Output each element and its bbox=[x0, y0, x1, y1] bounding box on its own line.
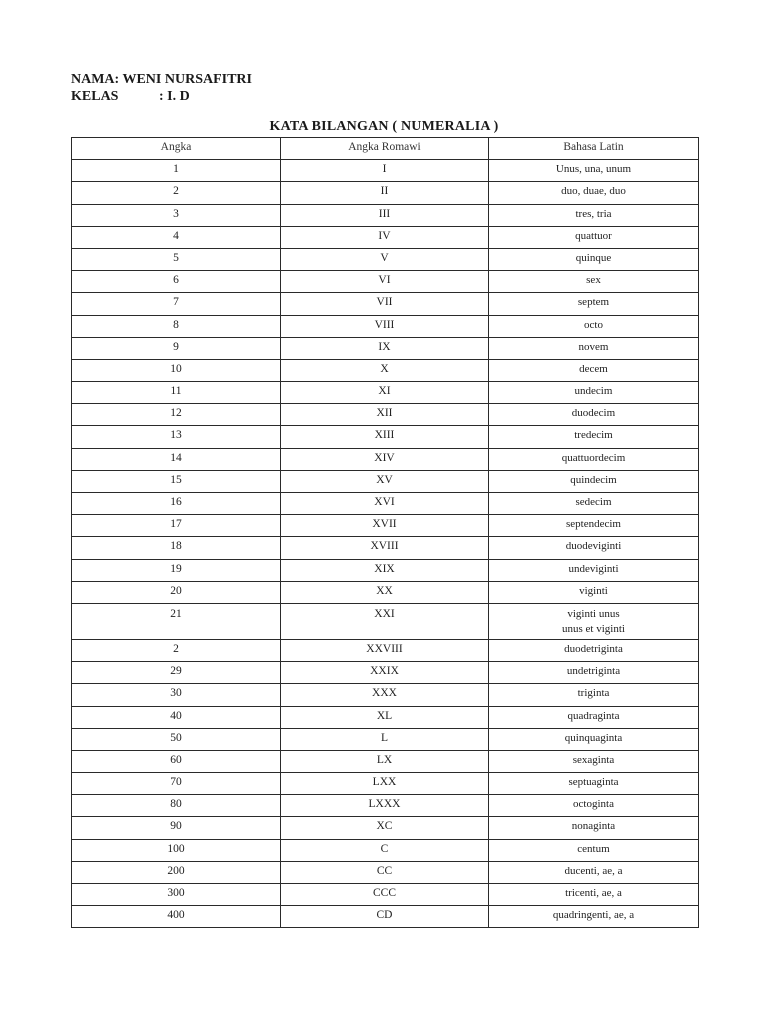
cell-romawi bbox=[281, 337, 489, 359]
cell-latin bbox=[489, 337, 699, 359]
cell-romawi-text: IX bbox=[378, 340, 391, 353]
cell-romawi-text: C bbox=[380, 842, 389, 855]
cell-romawi bbox=[281, 795, 489, 817]
cell-romawi-text: XXX bbox=[372, 687, 397, 700]
cell-latin bbox=[489, 750, 699, 772]
cell-angka bbox=[72, 359, 281, 381]
cell-angka-text: 10 bbox=[170, 362, 182, 375]
cell-romawi-text: III bbox=[378, 207, 391, 220]
cell-romawi bbox=[281, 293, 489, 315]
cell-angka-text: 200 bbox=[167, 864, 185, 877]
cell-latin-text: viginti unus bbox=[567, 607, 620, 620]
cell-latin-text: tricenti, ae, a bbox=[565, 887, 622, 899]
cell-romawi bbox=[281, 839, 489, 861]
cell-romawi bbox=[281, 182, 489, 204]
cell-romawi bbox=[281, 271, 489, 293]
cell-latin-text: tres, tria bbox=[575, 207, 612, 220]
cell-angka bbox=[72, 537, 281, 559]
cell-latin-text: quadringenti, ae, a bbox=[552, 909, 635, 922]
cell-latin bbox=[489, 293, 699, 315]
table-row bbox=[72, 470, 699, 492]
cell-latin-text: octo bbox=[584, 318, 603, 331]
cell-angka bbox=[72, 204, 281, 226]
table-row bbox=[72, 315, 699, 337]
table-row bbox=[72, 537, 699, 559]
cell-latin-text: quattuor bbox=[575, 229, 612, 242]
cell-romawi-text: CC bbox=[376, 864, 393, 877]
cell-romawi-text: XX bbox=[376, 584, 393, 597]
cell-angka bbox=[72, 293, 281, 315]
cell-romawi-text: V bbox=[380, 251, 389, 264]
cell-latin bbox=[489, 404, 699, 426]
cell-latin-text: tredecim bbox=[574, 429, 613, 442]
cell-angka-text: 2 bbox=[173, 185, 179, 198]
cell-romawi-text: XI bbox=[378, 385, 391, 398]
cell-romawi bbox=[281, 639, 489, 661]
cell-latin-text: decem bbox=[579, 362, 608, 375]
cell-romawi bbox=[281, 426, 489, 448]
cell-angka bbox=[72, 382, 281, 404]
cell-romawi-text: XVI bbox=[374, 496, 395, 508]
cell-latin-text: undecim bbox=[574, 385, 613, 398]
cell-latin-text: ducenti, ae, a bbox=[564, 864, 623, 877]
cell-latin-text: duodeviginti bbox=[565, 540, 622, 553]
table-row bbox=[72, 271, 699, 293]
cell-latin-text: Unus, una, unum bbox=[555, 163, 632, 176]
cell-latin bbox=[489, 182, 699, 204]
table-row bbox=[72, 248, 699, 270]
column-header-latin: Bahasa Latin bbox=[489, 138, 699, 160]
cell-romawi-text: VIII bbox=[374, 318, 395, 331]
cell-romawi bbox=[281, 728, 489, 750]
document-title-text: KATA BILANGAN ( NUMERALIA ) bbox=[269, 119, 499, 134]
cell-latin bbox=[489, 426, 699, 448]
table-body bbox=[72, 160, 699, 928]
cell-romawi-text: XL bbox=[376, 709, 393, 722]
cell-angka bbox=[72, 315, 281, 337]
cell-angka bbox=[72, 728, 281, 750]
cell-latin bbox=[489, 315, 699, 337]
cell-romawi bbox=[281, 448, 489, 470]
cell-romawi bbox=[281, 706, 489, 728]
cell-angka bbox=[72, 337, 281, 359]
cell-angka-text: 19 bbox=[170, 562, 182, 575]
cell-angka bbox=[72, 884, 281, 906]
cell-angka-text: 40 bbox=[170, 709, 182, 722]
cell-latin-text: sedecim bbox=[575, 496, 612, 508]
cell-angka-text: 29 bbox=[170, 665, 182, 678]
cell-latin-text: sex bbox=[586, 274, 601, 287]
cell-angka-text: 5 bbox=[173, 251, 179, 264]
cell-romawi bbox=[281, 581, 489, 603]
table-row bbox=[72, 515, 699, 537]
cell-angka bbox=[72, 271, 281, 293]
table-row bbox=[72, 426, 699, 448]
cell-latin bbox=[489, 382, 699, 404]
cell-romawi-text: XXI bbox=[374, 607, 395, 620]
cell-latin-text: nonaginta bbox=[571, 820, 616, 833]
cell-angka-text: 13 bbox=[170, 429, 182, 442]
cell-angka-text: 17 bbox=[170, 518, 182, 531]
cell-angka bbox=[72, 706, 281, 728]
cell-latin-text: quinquaginta bbox=[564, 731, 623, 744]
cell-angka bbox=[72, 404, 281, 426]
cell-angka bbox=[72, 426, 281, 448]
nama-value: WENI NURSAFITRI bbox=[122, 72, 252, 87]
cell-latin bbox=[489, 537, 699, 559]
cell-latin bbox=[489, 493, 699, 515]
cell-latin bbox=[489, 515, 699, 537]
table-row bbox=[72, 603, 699, 639]
cell-angka bbox=[72, 839, 281, 861]
cell-latin bbox=[489, 470, 699, 492]
student-info bbox=[71, 71, 252, 105]
cell-latin bbox=[489, 226, 699, 248]
cell-romawi-text: XIV bbox=[374, 451, 395, 464]
cell-angka-text: 1 bbox=[173, 163, 179, 176]
cell-romawi bbox=[281, 359, 489, 381]
cell-angka bbox=[72, 603, 281, 639]
cell-latin-text: septuaginta bbox=[568, 776, 619, 789]
cell-latin-text: quattuordecim bbox=[561, 451, 626, 464]
table-row bbox=[72, 337, 699, 359]
cell-angka-text: 6 bbox=[173, 274, 179, 287]
cell-latin bbox=[489, 271, 699, 293]
cell-latin bbox=[489, 559, 699, 581]
cell-angka bbox=[72, 773, 281, 795]
nama-label: NAMA bbox=[71, 72, 115, 87]
table-row bbox=[72, 839, 699, 861]
cell-angka-text: 7 bbox=[173, 296, 179, 309]
cell-romawi-text: XC bbox=[376, 820, 393, 833]
table-row bbox=[72, 795, 699, 817]
cell-latin bbox=[489, 906, 699, 928]
table-row bbox=[72, 773, 699, 795]
cell-angka-text: 400 bbox=[167, 909, 185, 922]
cell-latin bbox=[489, 581, 699, 603]
cell-romawi-text: CCC bbox=[372, 887, 396, 899]
cell-romawi-text: LXXX bbox=[368, 798, 401, 811]
cell-romawi bbox=[281, 906, 489, 928]
cell-latin-text: quindecim bbox=[570, 473, 617, 486]
cell-angka bbox=[72, 493, 281, 515]
cell-angka-text: 16 bbox=[170, 496, 182, 508]
cell-romawi bbox=[281, 750, 489, 772]
cell-latin bbox=[489, 662, 699, 684]
cell-latin bbox=[489, 684, 699, 706]
nama-line: NAMA: WENI NURSAFITRI bbox=[71, 72, 252, 87]
cell-romawi-text: X bbox=[380, 362, 389, 375]
cell-angka bbox=[72, 750, 281, 772]
cell-romawi-text: XIII bbox=[374, 429, 395, 442]
table-row bbox=[72, 359, 699, 381]
table-row bbox=[72, 382, 699, 404]
cell-latin-text: viginti bbox=[579, 584, 608, 597]
cell-romawi-text: VII bbox=[376, 296, 393, 309]
column-header-romawi: Angka Romawi bbox=[281, 138, 489, 160]
table-row bbox=[72, 182, 699, 204]
cell-latin-text: septem bbox=[577, 296, 610, 309]
table-row bbox=[72, 559, 699, 581]
cell-romawi-text: IV bbox=[378, 229, 391, 242]
cell-romawi-text: L bbox=[380, 731, 389, 744]
cell-latin-text: sexaginta bbox=[572, 753, 615, 766]
cell-romawi bbox=[281, 559, 489, 581]
cell-angka-text: 11 bbox=[170, 385, 182, 398]
cell-angka-text: 18 bbox=[170, 540, 182, 553]
cell-latin-text: quadraginta bbox=[567, 709, 620, 722]
cell-romawi bbox=[281, 662, 489, 684]
cell-romawi bbox=[281, 248, 489, 270]
cell-angka-text: 80 bbox=[170, 798, 182, 811]
cell-romawi-text: CD bbox=[376, 909, 393, 922]
cell-angka-text: 14 bbox=[170, 451, 182, 464]
table-row bbox=[72, 728, 699, 750]
cell-latin-text: novem bbox=[578, 340, 609, 353]
cell-angka bbox=[72, 248, 281, 270]
cell-latin-text: undeviginti bbox=[568, 562, 619, 575]
cell-angka bbox=[72, 684, 281, 706]
cell-latin bbox=[489, 861, 699, 883]
cell-angka-text: 3 bbox=[173, 207, 179, 220]
table-row bbox=[72, 493, 699, 515]
cell-romawi-text: XII bbox=[376, 407, 393, 420]
cell-latin-text: centum bbox=[577, 842, 610, 855]
cell-romawi bbox=[281, 884, 489, 906]
kelas-line: KELAS : I. D bbox=[71, 89, 190, 104]
kelas-label: KELAS bbox=[71, 89, 119, 104]
cell-latin-text: undetriginta bbox=[566, 665, 621, 678]
cell-angka-text: 60 bbox=[170, 753, 182, 766]
cell-angka-text: 50 bbox=[170, 731, 182, 744]
cell-angka bbox=[72, 226, 281, 248]
table-row bbox=[72, 906, 699, 928]
cell-romawi bbox=[281, 773, 489, 795]
table-row bbox=[72, 581, 699, 603]
cell-angka-text: 300 bbox=[167, 887, 185, 899]
cell-romawi bbox=[281, 470, 489, 492]
cell-angka bbox=[72, 795, 281, 817]
cell-latin-text: quinque bbox=[575, 251, 612, 264]
cell-romawi-text: XXVIII bbox=[366, 642, 403, 655]
cell-romawi-text: XIX bbox=[374, 562, 395, 575]
cell-romawi bbox=[281, 226, 489, 248]
cell-romawi-text: II bbox=[380, 185, 389, 198]
cell-romawi-text: XVIII bbox=[370, 540, 399, 553]
cell-latin bbox=[489, 795, 699, 817]
cell-angka bbox=[72, 639, 281, 661]
cell-latin-text: duodecim bbox=[571, 407, 616, 420]
cell-angka-text: 90 bbox=[170, 820, 182, 833]
cell-angka bbox=[72, 581, 281, 603]
cell-latin bbox=[489, 639, 699, 661]
cell-latin-text: septendecim bbox=[566, 518, 621, 531]
cell-angka bbox=[72, 515, 281, 537]
cell-romawi bbox=[281, 684, 489, 706]
cell-angka-text: 20 bbox=[170, 584, 182, 597]
table-row bbox=[72, 226, 699, 248]
document-title bbox=[71, 119, 697, 135]
cell-angka-text: 70 bbox=[170, 776, 182, 789]
cell-romawi-text: XVII bbox=[372, 518, 397, 531]
cell-romawi bbox=[281, 537, 489, 559]
table-row bbox=[72, 293, 699, 315]
cell-romawi bbox=[281, 315, 489, 337]
cell-romawi bbox=[281, 204, 489, 226]
table-row bbox=[72, 706, 699, 728]
cell-romawi bbox=[281, 861, 489, 883]
cell-angka bbox=[72, 817, 281, 839]
cell-angka bbox=[72, 861, 281, 883]
cell-latin bbox=[489, 773, 699, 795]
cell-romawi bbox=[281, 382, 489, 404]
numeralia-table bbox=[71, 137, 699, 928]
cell-latin bbox=[489, 706, 699, 728]
cell-latin bbox=[489, 248, 699, 270]
table-row bbox=[72, 750, 699, 772]
cell-latin-text: duo, duae, duo bbox=[561, 185, 626, 198]
table-row bbox=[72, 684, 699, 706]
cell-angka-text: 12 bbox=[170, 407, 182, 420]
table-row bbox=[72, 861, 699, 883]
cell-latin-text: duodetriginta bbox=[564, 642, 623, 655]
cell-romawi-text: XV bbox=[376, 473, 393, 486]
cell-angka-text: 9 bbox=[173, 340, 179, 353]
cell-latin bbox=[489, 884, 699, 906]
cell-angka bbox=[72, 559, 281, 581]
table-header-row bbox=[72, 138, 699, 160]
cell-latin bbox=[489, 448, 699, 470]
cell-latin bbox=[489, 839, 699, 861]
cell-angka bbox=[72, 470, 281, 492]
cell-angka-text: 30 bbox=[170, 687, 182, 700]
table-row bbox=[72, 817, 699, 839]
table-row bbox=[72, 662, 699, 684]
cell-angka-text: 4 bbox=[173, 229, 179, 242]
cell-latin bbox=[489, 359, 699, 381]
cell-angka bbox=[72, 906, 281, 928]
cell-latin-text: triginta bbox=[577, 687, 610, 700]
cell-romawi bbox=[281, 603, 489, 639]
cell-angka-text: 15 bbox=[170, 473, 182, 486]
cell-latin bbox=[489, 160, 699, 182]
cell-angka-text: 2 bbox=[173, 642, 179, 655]
table-row bbox=[72, 160, 699, 182]
table-row bbox=[72, 404, 699, 426]
cell-latin-text-2: unus et viginti bbox=[562, 622, 625, 635]
cell-romawi bbox=[281, 404, 489, 426]
column-header-angka: Angka bbox=[72, 138, 281, 160]
cell-romawi bbox=[281, 160, 489, 182]
cell-latin bbox=[489, 603, 699, 639]
cell-romawi-text: I bbox=[382, 163, 387, 176]
cell-romawi-text: VI bbox=[378, 274, 391, 287]
cell-latin bbox=[489, 728, 699, 750]
cell-angka-text: 8 bbox=[173, 318, 179, 331]
cell-angka bbox=[72, 662, 281, 684]
cell-romawi bbox=[281, 515, 489, 537]
cell-angka bbox=[72, 160, 281, 182]
cell-romawi-text: LXX bbox=[372, 776, 397, 789]
table-row bbox=[72, 884, 699, 906]
cell-angka-text: 21 bbox=[170, 607, 182, 620]
table-row bbox=[72, 204, 699, 226]
cell-angka-text: 100 bbox=[167, 842, 185, 855]
cell-romawi bbox=[281, 817, 489, 839]
cell-latin bbox=[489, 817, 699, 839]
cell-romawi bbox=[281, 493, 489, 515]
cell-romawi-text: LX bbox=[376, 753, 393, 766]
cell-latin-text: octoginta bbox=[573, 798, 614, 811]
cell-angka bbox=[72, 448, 281, 470]
cell-romawi-text: XXIX bbox=[370, 665, 399, 678]
cell-angka bbox=[72, 182, 281, 204]
table-row bbox=[72, 639, 699, 661]
table-row bbox=[72, 448, 699, 470]
cell-latin bbox=[489, 204, 699, 226]
kelas-value: I. D bbox=[167, 89, 190, 104]
